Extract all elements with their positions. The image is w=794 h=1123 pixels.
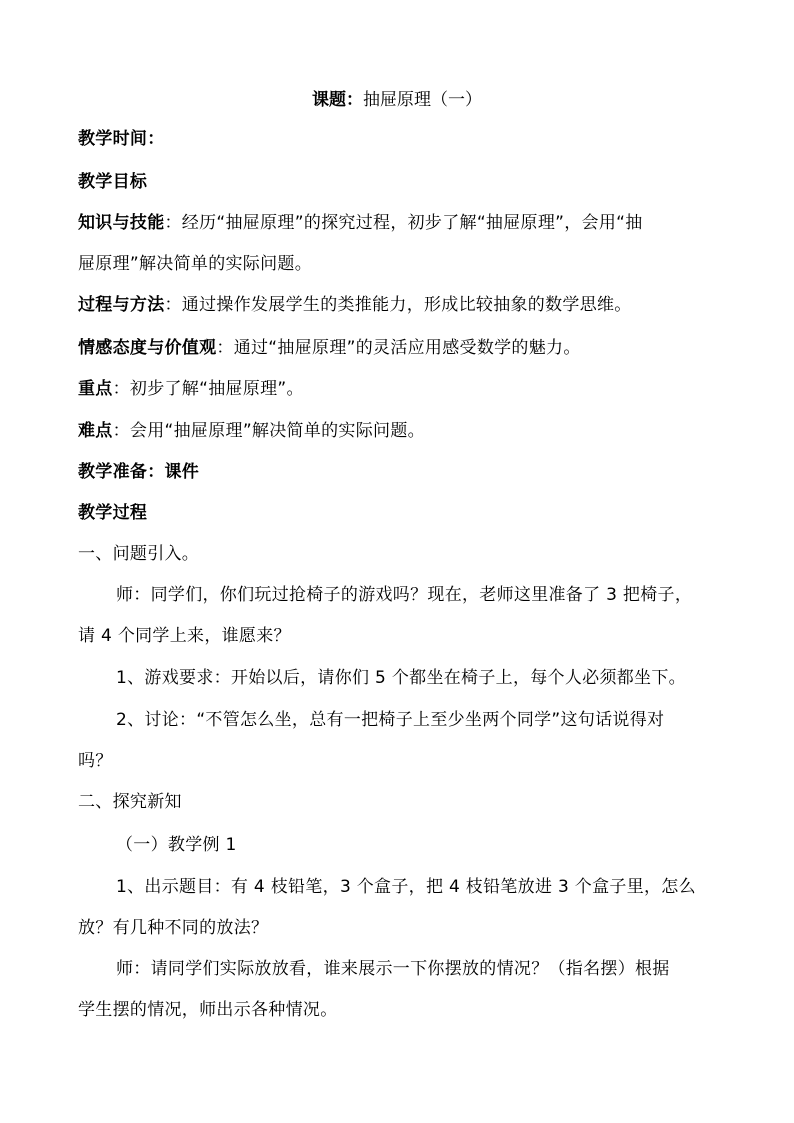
teaching-time-label: 教学时间： — [78, 129, 165, 149]
title-text: 抽屉原理（一） — [363, 90, 482, 110]
subsection-1-heading: （一）教学例 1 — [116, 835, 237, 855]
process-method-line — [78, 294, 632, 316]
process-label: 过程与方法 — [78, 295, 165, 315]
paragraph-3-line-1: 2、讨论：“不管怎么坐，总有一把椅子上至少坐两个同学”这句话说得对 — [116, 710, 665, 730]
difficulty-label: 难点 — [78, 421, 113, 441]
title-label: 课题： — [312, 90, 363, 110]
difficulty-line — [78, 420, 425, 442]
paragraph-4-line-1: 1、出示题目：有 4 枝铅笔，3 个盒子，把 4 枝铅笔放进 3 个盒子里，怎么 — [116, 877, 696, 897]
paragraph-5-line-2: 学生摆的情况，师出示各种情况。 — [78, 1000, 338, 1020]
objectives-heading: 教学目标 — [78, 172, 148, 192]
knowledge-line-1 — [78, 212, 643, 234]
key-point-line — [78, 378, 304, 400]
paragraph-3-line-2: 吗？ — [78, 751, 113, 771]
paragraph-5-line-1: 师：请同学们实际放放看，谁来展示一下你摆放的情况？（指名摆）根据 — [116, 959, 670, 979]
paragraph-1-line-2: 请 4 个同学上来，谁愿来？ — [78, 626, 291, 646]
difficulty-text: ：会用“抽屉原理”解决简单的实际问题。 — [112, 421, 425, 441]
key-text: ：初步了解“抽屉原理”。 — [112, 379, 304, 399]
knowledge-text-1: ：经历“抽屉原理”的探究过程，初步了解“抽屉原理”，会用“抽 — [164, 213, 643, 233]
paragraph-1-line-1: 师：同学们，你们玩过抢椅子的游戏吗？现在，老师这里准备了 3 把椅子， — [116, 585, 693, 605]
paragraph-4-line-2: 放？有几种不同的放法？ — [78, 918, 269, 938]
process-text: ：通过操作发展学生的类推能力，形成比较抽象的数学思维。 — [164, 295, 632, 315]
knowledge-line-2: 屉原理”解决简单的实际问题。 — [78, 254, 313, 274]
key-label: 重点 — [78, 379, 113, 399]
knowledge-label: 知识与技能 — [78, 213, 165, 233]
section-1-heading: 一、问题引入。 — [78, 544, 200, 564]
process-heading: 教学过程 — [78, 503, 148, 523]
paragraph-2: 1、游戏要求：开始以后，请你们 5 个都坐在椅子上，每个人必须都坐下。 — [116, 668, 686, 688]
emotion-text: ：通过“抽屉原理”的灵活应用感受数学的魅力。 — [216, 338, 581, 358]
emotion-label: 情感态度与价值观 — [78, 338, 217, 358]
emotion-line — [78, 337, 581, 359]
lesson-title — [0, 89, 794, 111]
section-2-heading: 二、探究新知 — [78, 792, 182, 812]
preparation-line: 教学准备：课件 — [78, 462, 200, 482]
